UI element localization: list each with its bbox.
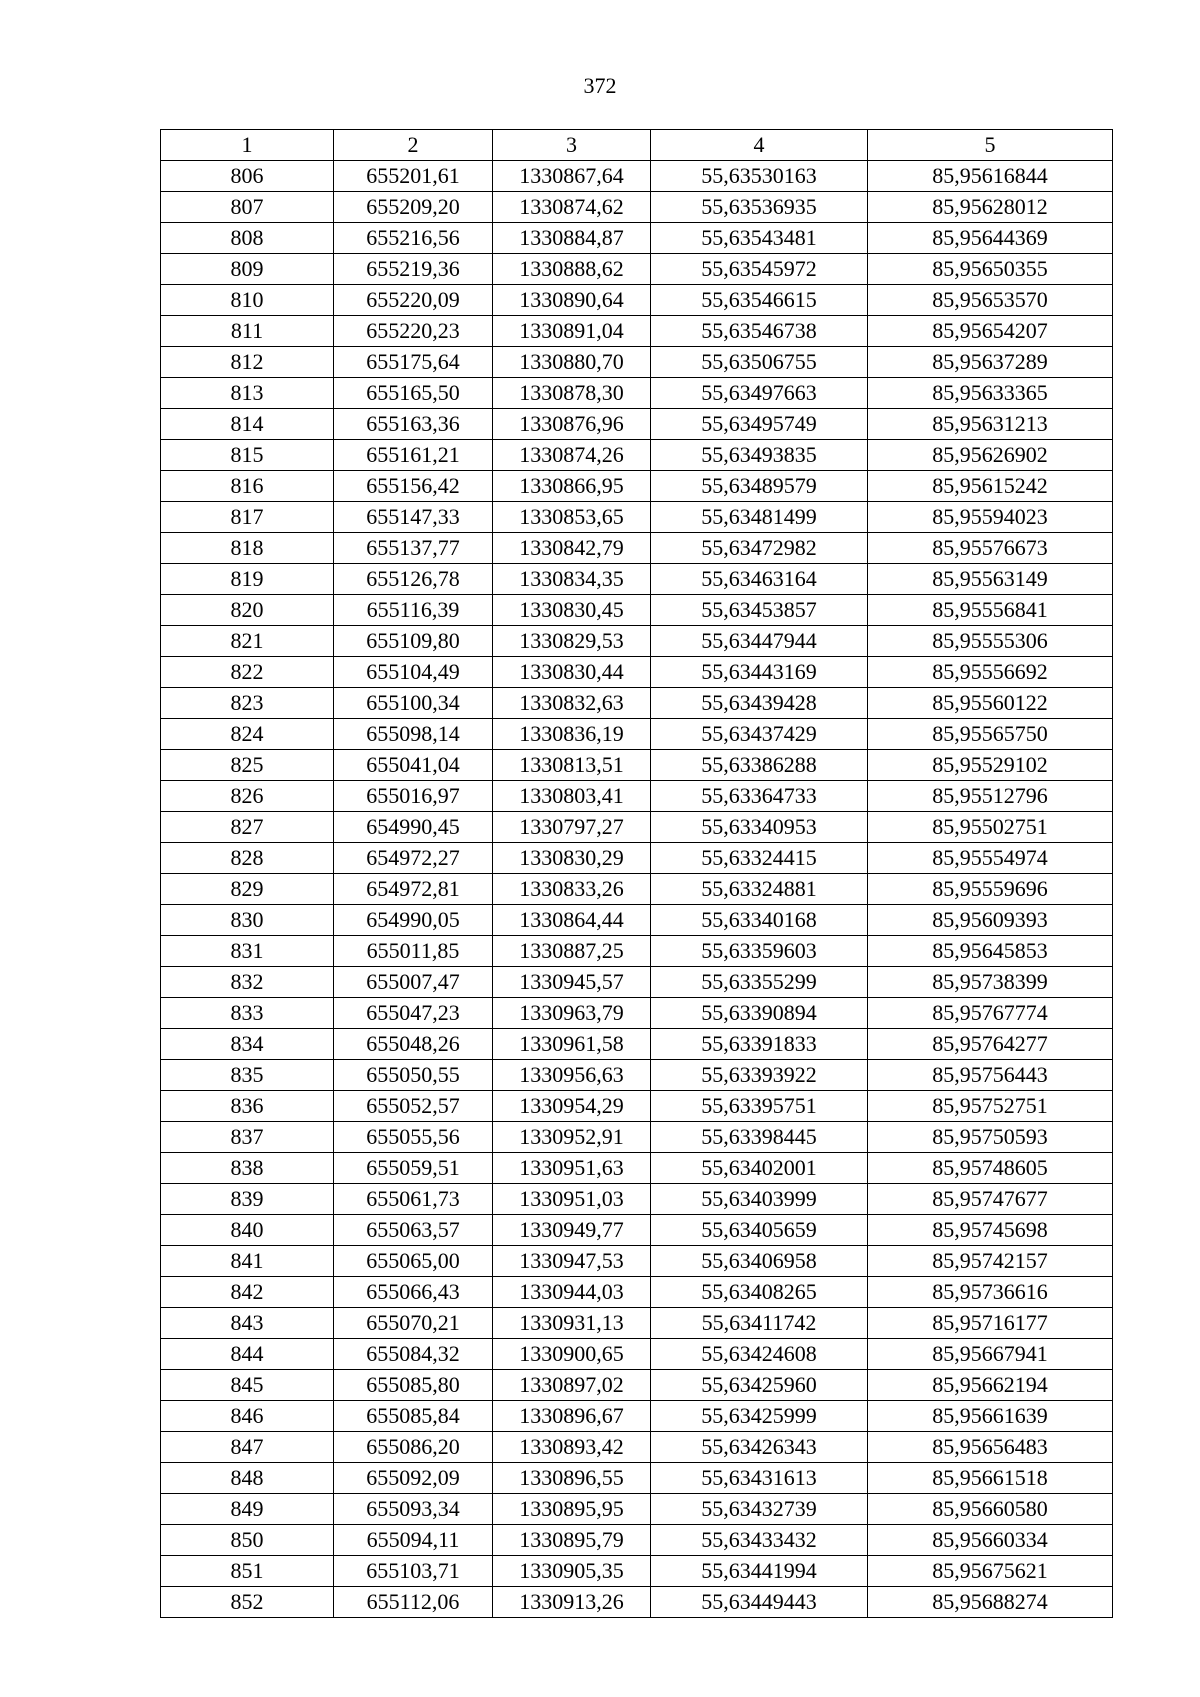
- latitude-cell: 55,63545972: [651, 254, 868, 285]
- table-row: [161, 223, 1113, 254]
- y-coordinate-cell: 1330956,63: [493, 1060, 651, 1091]
- point-number-cell: 807: [161, 192, 334, 223]
- latitude-cell: 55,63403999: [651, 1184, 868, 1215]
- longitude-cell: 85,95576673: [868, 533, 1113, 564]
- longitude-cell: 85,95742157: [868, 1246, 1113, 1277]
- latitude-cell: 55,63355299: [651, 967, 868, 998]
- table-row: [161, 1308, 1113, 1339]
- coordinates-table: [160, 129, 1113, 1618]
- latitude-cell: 55,63443169: [651, 657, 868, 688]
- y-coordinate-cell: 1330803,41: [493, 781, 651, 812]
- table-row: [161, 1091, 1113, 1122]
- table-row: [161, 1029, 1113, 1060]
- latitude-cell: 55,63406958: [651, 1246, 868, 1277]
- x-coordinate-cell: 655059,51: [334, 1153, 493, 1184]
- y-coordinate-cell: 1330963,79: [493, 998, 651, 1029]
- y-coordinate-cell: 1330890,64: [493, 285, 651, 316]
- y-coordinate-cell: 1330961,58: [493, 1029, 651, 1060]
- longitude-cell: 85,95502751: [868, 812, 1113, 843]
- y-coordinate-cell: 1330931,13: [493, 1308, 651, 1339]
- x-coordinate-cell: 654972,27: [334, 843, 493, 874]
- latitude-cell: 55,63425999: [651, 1401, 868, 1432]
- point-number-cell: 826: [161, 781, 334, 812]
- x-coordinate-cell: 655011,85: [334, 936, 493, 967]
- x-coordinate-cell: 655050,55: [334, 1060, 493, 1091]
- longitude-cell: 85,95650355: [868, 254, 1113, 285]
- x-coordinate-cell: 655041,04: [334, 750, 493, 781]
- y-coordinate-cell: 1330954,29: [493, 1091, 651, 1122]
- table-row: [161, 254, 1113, 285]
- table-row: [161, 657, 1113, 688]
- latitude-cell: 55,63340168: [651, 905, 868, 936]
- latitude-cell: 55,63426343: [651, 1432, 868, 1463]
- table-row: [161, 1277, 1113, 1308]
- table-row: [161, 688, 1113, 719]
- table-row: [161, 1525, 1113, 1556]
- point-number-cell: 806: [161, 161, 334, 192]
- longitude-cell: 85,95736616: [868, 1277, 1113, 1308]
- x-coordinate-cell: 655201,61: [334, 161, 493, 192]
- table-row: [161, 874, 1113, 905]
- table-row: [161, 750, 1113, 781]
- longitude-cell: 85,95556692: [868, 657, 1113, 688]
- point-number-cell: 852: [161, 1587, 334, 1618]
- y-coordinate-cell: 1330829,53: [493, 626, 651, 657]
- point-number-cell: 845: [161, 1370, 334, 1401]
- x-coordinate-cell: 655219,36: [334, 254, 493, 285]
- column-header-3: 3: [493, 130, 651, 161]
- x-coordinate-cell: 655161,21: [334, 440, 493, 471]
- y-coordinate-cell: 1330836,19: [493, 719, 651, 750]
- point-number-cell: 833: [161, 998, 334, 1029]
- y-coordinate-cell: 1330866,95: [493, 471, 651, 502]
- table-row: [161, 905, 1113, 936]
- point-number-cell: 809: [161, 254, 334, 285]
- point-number-cell: 808: [161, 223, 334, 254]
- table-row: [161, 1494, 1113, 1525]
- longitude-cell: 85,95656483: [868, 1432, 1113, 1463]
- latitude-cell: 55,63390894: [651, 998, 868, 1029]
- point-number-cell: 847: [161, 1432, 334, 1463]
- x-coordinate-cell: 655066,43: [334, 1277, 493, 1308]
- point-number-cell: 835: [161, 1060, 334, 1091]
- x-coordinate-cell: 655065,00: [334, 1246, 493, 1277]
- y-coordinate-cell: 1330867,64: [493, 161, 651, 192]
- longitude-cell: 85,95653570: [868, 285, 1113, 316]
- latitude-cell: 55,63449443: [651, 1587, 868, 1618]
- y-coordinate-cell: 1330897,02: [493, 1370, 651, 1401]
- longitude-cell: 85,95644369: [868, 223, 1113, 254]
- latitude-cell: 55,63431613: [651, 1463, 868, 1494]
- latitude-cell: 55,63441994: [651, 1556, 868, 1587]
- longitude-cell: 85,95565750: [868, 719, 1113, 750]
- y-coordinate-cell: 1330952,91: [493, 1122, 651, 1153]
- table-row: [161, 347, 1113, 378]
- table-row: [161, 1184, 1113, 1215]
- y-coordinate-cell: 1330874,62: [493, 192, 651, 223]
- latitude-cell: 55,63493835: [651, 440, 868, 471]
- y-coordinate-cell: 1330896,67: [493, 1401, 651, 1432]
- point-number-cell: 828: [161, 843, 334, 874]
- x-coordinate-cell: 655093,34: [334, 1494, 493, 1525]
- y-coordinate-cell: 1330813,51: [493, 750, 651, 781]
- table-header-row: [161, 130, 1113, 161]
- point-number-cell: 848: [161, 1463, 334, 1494]
- longitude-cell: 85,95688274: [868, 1587, 1113, 1618]
- latitude-cell: 55,63481499: [651, 502, 868, 533]
- x-coordinate-cell: 655061,73: [334, 1184, 493, 1215]
- latitude-cell: 55,63405659: [651, 1215, 868, 1246]
- x-coordinate-cell: 655094,11: [334, 1525, 493, 1556]
- y-coordinate-cell: 1330830,29: [493, 843, 651, 874]
- latitude-cell: 55,63439428: [651, 688, 868, 719]
- y-coordinate-cell: 1330864,44: [493, 905, 651, 936]
- table-row: [161, 936, 1113, 967]
- longitude-cell: 85,95560122: [868, 688, 1113, 719]
- latitude-cell: 55,63408265: [651, 1277, 868, 1308]
- y-coordinate-cell: 1330874,26: [493, 440, 651, 471]
- x-coordinate-cell: 655016,97: [334, 781, 493, 812]
- point-number-cell: 825: [161, 750, 334, 781]
- table-row: [161, 1587, 1113, 1618]
- latitude-cell: 55,63447944: [651, 626, 868, 657]
- x-coordinate-cell: 655216,56: [334, 223, 493, 254]
- latitude-cell: 55,63546615: [651, 285, 868, 316]
- y-coordinate-cell: 1330895,95: [493, 1494, 651, 1525]
- longitude-cell: 85,95661518: [868, 1463, 1113, 1494]
- longitude-cell: 85,95616844: [868, 161, 1113, 192]
- longitude-cell: 85,95661639: [868, 1401, 1113, 1432]
- y-coordinate-cell: 1330830,45: [493, 595, 651, 626]
- point-number-cell: 836: [161, 1091, 334, 1122]
- longitude-cell: 85,95745698: [868, 1215, 1113, 1246]
- longitude-cell: 85,95512796: [868, 781, 1113, 812]
- latitude-cell: 55,63432739: [651, 1494, 868, 1525]
- point-number-cell: 830: [161, 905, 334, 936]
- latitude-cell: 55,63324415: [651, 843, 868, 874]
- x-coordinate-cell: 655220,09: [334, 285, 493, 316]
- x-coordinate-cell: 655126,78: [334, 564, 493, 595]
- latitude-cell: 55,63425960: [651, 1370, 868, 1401]
- point-number-cell: 851: [161, 1556, 334, 1587]
- y-coordinate-cell: 1330951,63: [493, 1153, 651, 1184]
- point-number-cell: 839: [161, 1184, 334, 1215]
- table-row: [161, 1401, 1113, 1432]
- longitude-cell: 85,95764277: [868, 1029, 1113, 1060]
- point-number-cell: 842: [161, 1277, 334, 1308]
- longitude-cell: 85,95554974: [868, 843, 1113, 874]
- y-coordinate-cell: 1330834,35: [493, 564, 651, 595]
- y-coordinate-cell: 1330905,35: [493, 1556, 651, 1587]
- y-coordinate-cell: 1330797,27: [493, 812, 651, 843]
- longitude-cell: 85,95615242: [868, 471, 1113, 502]
- x-coordinate-cell: 655007,47: [334, 967, 493, 998]
- x-coordinate-cell: 654990,05: [334, 905, 493, 936]
- latitude-cell: 55,63472982: [651, 533, 868, 564]
- longitude-cell: 85,95555306: [868, 626, 1113, 657]
- point-number-cell: 846: [161, 1401, 334, 1432]
- point-number-cell: 834: [161, 1029, 334, 1060]
- y-coordinate-cell: 1330884,87: [493, 223, 651, 254]
- point-number-cell: 841: [161, 1246, 334, 1277]
- latitude-cell: 55,63489579: [651, 471, 868, 502]
- point-number-cell: 813: [161, 378, 334, 409]
- point-number-cell: 831: [161, 936, 334, 967]
- latitude-cell: 55,63530163: [651, 161, 868, 192]
- x-coordinate-cell: 654990,45: [334, 812, 493, 843]
- x-coordinate-cell: 655055,56: [334, 1122, 493, 1153]
- latitude-cell: 55,63546738: [651, 316, 868, 347]
- latitude-cell: 55,63398445: [651, 1122, 868, 1153]
- table-row: [161, 1060, 1113, 1091]
- latitude-cell: 55,63340953: [651, 812, 868, 843]
- table-row: [161, 1246, 1113, 1277]
- table-row: [161, 1122, 1113, 1153]
- table-row: [161, 192, 1113, 223]
- x-coordinate-cell: 655104,49: [334, 657, 493, 688]
- point-number-cell: 838: [161, 1153, 334, 1184]
- y-coordinate-cell: 1330853,65: [493, 502, 651, 533]
- table-row: [161, 471, 1113, 502]
- point-number-cell: 815: [161, 440, 334, 471]
- point-number-cell: 812: [161, 347, 334, 378]
- point-number-cell: 837: [161, 1122, 334, 1153]
- point-number-cell: 821: [161, 626, 334, 657]
- latitude-cell: 55,63543481: [651, 223, 868, 254]
- y-coordinate-cell: 1330893,42: [493, 1432, 651, 1463]
- x-coordinate-cell: 655163,36: [334, 409, 493, 440]
- x-coordinate-cell: 655137,77: [334, 533, 493, 564]
- point-number-cell: 844: [161, 1339, 334, 1370]
- longitude-cell: 85,95747677: [868, 1184, 1113, 1215]
- point-number-cell: 810: [161, 285, 334, 316]
- x-coordinate-cell: 655100,34: [334, 688, 493, 719]
- latitude-cell: 55,63359603: [651, 936, 868, 967]
- latitude-cell: 55,63324881: [651, 874, 868, 905]
- longitude-cell: 85,95654207: [868, 316, 1113, 347]
- latitude-cell: 55,63453857: [651, 595, 868, 626]
- longitude-cell: 85,95529102: [868, 750, 1113, 781]
- latitude-cell: 55,63391833: [651, 1029, 868, 1060]
- y-coordinate-cell: 1330888,62: [493, 254, 651, 285]
- column-header-5: 5: [868, 130, 1113, 161]
- column-header-4: 4: [651, 130, 868, 161]
- longitude-cell: 85,95752751: [868, 1091, 1113, 1122]
- point-number-cell: 827: [161, 812, 334, 843]
- page-number: 372: [583, 73, 617, 98]
- latitude-cell: 55,63386288: [651, 750, 868, 781]
- table-row: [161, 967, 1113, 998]
- latitude-cell: 55,63364733: [651, 781, 868, 812]
- x-coordinate-cell: 655085,84: [334, 1401, 493, 1432]
- y-coordinate-cell: 1330947,53: [493, 1246, 651, 1277]
- x-coordinate-cell: 655209,20: [334, 192, 493, 223]
- longitude-cell: 85,95609393: [868, 905, 1113, 936]
- longitude-cell: 85,95645853: [868, 936, 1113, 967]
- x-coordinate-cell: 655103,71: [334, 1556, 493, 1587]
- y-coordinate-cell: 1330880,70: [493, 347, 651, 378]
- table-row: [161, 719, 1113, 750]
- point-number-cell: 829: [161, 874, 334, 905]
- longitude-cell: 85,95738399: [868, 967, 1113, 998]
- x-coordinate-cell: 655165,50: [334, 378, 493, 409]
- table-row: [161, 1463, 1113, 1494]
- point-number-cell: 811: [161, 316, 334, 347]
- x-coordinate-cell: 655109,80: [334, 626, 493, 657]
- y-coordinate-cell: 1330944,03: [493, 1277, 651, 1308]
- point-number-cell: 817: [161, 502, 334, 533]
- longitude-cell: 85,95637289: [868, 347, 1113, 378]
- x-coordinate-cell: 655063,57: [334, 1215, 493, 1246]
- table-row: [161, 1556, 1113, 1587]
- x-coordinate-cell: 655116,39: [334, 595, 493, 626]
- longitude-cell: 85,95756443: [868, 1060, 1113, 1091]
- longitude-cell: 85,95750593: [868, 1122, 1113, 1153]
- longitude-cell: 85,95660334: [868, 1525, 1113, 1556]
- latitude-cell: 55,63393922: [651, 1060, 868, 1091]
- latitude-cell: 55,63395751: [651, 1091, 868, 1122]
- latitude-cell: 55,63463164: [651, 564, 868, 595]
- y-coordinate-cell: 1330945,57: [493, 967, 651, 998]
- x-coordinate-cell: 655175,64: [334, 347, 493, 378]
- y-coordinate-cell: 1330830,44: [493, 657, 651, 688]
- point-number-cell: 819: [161, 564, 334, 595]
- point-number-cell: 824: [161, 719, 334, 750]
- y-coordinate-cell: 1330895,79: [493, 1525, 651, 1556]
- table-row: [161, 316, 1113, 347]
- longitude-cell: 85,95667941: [868, 1339, 1113, 1370]
- y-coordinate-cell: 1330832,63: [493, 688, 651, 719]
- latitude-cell: 55,63506755: [651, 347, 868, 378]
- point-number-cell: 816: [161, 471, 334, 502]
- longitude-cell: 85,95675621: [868, 1556, 1113, 1587]
- x-coordinate-cell: 655112,06: [334, 1587, 493, 1618]
- table-row: [161, 626, 1113, 657]
- longitude-cell: 85,95767774: [868, 998, 1113, 1029]
- table-row: [161, 1432, 1113, 1463]
- point-number-cell: 849: [161, 1494, 334, 1525]
- table-row: [161, 595, 1113, 626]
- point-number-cell: 832: [161, 967, 334, 998]
- x-coordinate-cell: 655092,09: [334, 1463, 493, 1494]
- y-coordinate-cell: 1330891,04: [493, 316, 651, 347]
- latitude-cell: 55,63497663: [651, 378, 868, 409]
- x-coordinate-cell: 655220,23: [334, 316, 493, 347]
- x-coordinate-cell: 655052,57: [334, 1091, 493, 1122]
- longitude-cell: 85,95594023: [868, 502, 1113, 533]
- column-header-1: 1: [161, 130, 334, 161]
- y-coordinate-cell: 1330842,79: [493, 533, 651, 564]
- point-number-cell: 818: [161, 533, 334, 564]
- x-coordinate-cell: 655048,26: [334, 1029, 493, 1060]
- x-coordinate-cell: 655156,42: [334, 471, 493, 502]
- longitude-cell: 85,95660580: [868, 1494, 1113, 1525]
- y-coordinate-cell: 1330876,96: [493, 409, 651, 440]
- longitude-cell: 85,95556841: [868, 595, 1113, 626]
- table-row: [161, 378, 1113, 409]
- y-coordinate-cell: 1330913,26: [493, 1587, 651, 1618]
- table-row: [161, 409, 1113, 440]
- point-number-cell: 840: [161, 1215, 334, 1246]
- table-row: [161, 998, 1113, 1029]
- longitude-cell: 85,95626902: [868, 440, 1113, 471]
- table-row: [161, 502, 1113, 533]
- point-number-cell: 822: [161, 657, 334, 688]
- latitude-cell: 55,63411742: [651, 1308, 868, 1339]
- table-row: [161, 161, 1113, 192]
- longitude-cell: 85,95628012: [868, 192, 1113, 223]
- table-row: [161, 843, 1113, 874]
- column-header-2: 2: [334, 130, 493, 161]
- point-number-cell: 850: [161, 1525, 334, 1556]
- table-row: [161, 440, 1113, 471]
- longitude-cell: 85,95633365: [868, 378, 1113, 409]
- x-coordinate-cell: 655070,21: [334, 1308, 493, 1339]
- table-row: [161, 285, 1113, 316]
- longitude-cell: 85,95631213: [868, 409, 1113, 440]
- x-coordinate-cell: 655086,20: [334, 1432, 493, 1463]
- x-coordinate-cell: 655147,33: [334, 502, 493, 533]
- y-coordinate-cell: 1330878,30: [493, 378, 651, 409]
- y-coordinate-cell: 1330887,25: [493, 936, 651, 967]
- latitude-cell: 55,63495749: [651, 409, 868, 440]
- longitude-cell: 85,95563149: [868, 564, 1113, 595]
- point-number-cell: 820: [161, 595, 334, 626]
- x-coordinate-cell: 655085,80: [334, 1370, 493, 1401]
- point-number-cell: 814: [161, 409, 334, 440]
- latitude-cell: 55,63437429: [651, 719, 868, 750]
- y-coordinate-cell: 1330896,55: [493, 1463, 651, 1494]
- point-number-cell: 823: [161, 688, 334, 719]
- latitude-cell: 55,63424608: [651, 1339, 868, 1370]
- y-coordinate-cell: 1330900,65: [493, 1339, 651, 1370]
- point-number-cell: 843: [161, 1308, 334, 1339]
- latitude-cell: 55,63402001: [651, 1153, 868, 1184]
- x-coordinate-cell: 655084,32: [334, 1339, 493, 1370]
- latitude-cell: 55,63536935: [651, 192, 868, 223]
- table-row: [161, 781, 1113, 812]
- latitude-cell: 55,63433432: [651, 1525, 868, 1556]
- x-coordinate-cell: 654972,81: [334, 874, 493, 905]
- longitude-cell: 85,95559696: [868, 874, 1113, 905]
- x-coordinate-cell: 655098,14: [334, 719, 493, 750]
- table-row: [161, 1153, 1113, 1184]
- y-coordinate-cell: 1330949,77: [493, 1215, 651, 1246]
- table-row: [161, 564, 1113, 595]
- table-row: [161, 812, 1113, 843]
- table-row: [161, 533, 1113, 564]
- table-row: [161, 1215, 1113, 1246]
- longitude-cell: 85,95662194: [868, 1370, 1113, 1401]
- table-body: [161, 161, 1113, 1618]
- longitude-cell: 85,95748605: [868, 1153, 1113, 1184]
- table-row: [161, 1370, 1113, 1401]
- longitude-cell: 85,95716177: [868, 1308, 1113, 1339]
- y-coordinate-cell: 1330951,03: [493, 1184, 651, 1215]
- y-coordinate-cell: 1330833,26: [493, 874, 651, 905]
- x-coordinate-cell: 655047,23: [334, 998, 493, 1029]
- table-row: [161, 1339, 1113, 1370]
